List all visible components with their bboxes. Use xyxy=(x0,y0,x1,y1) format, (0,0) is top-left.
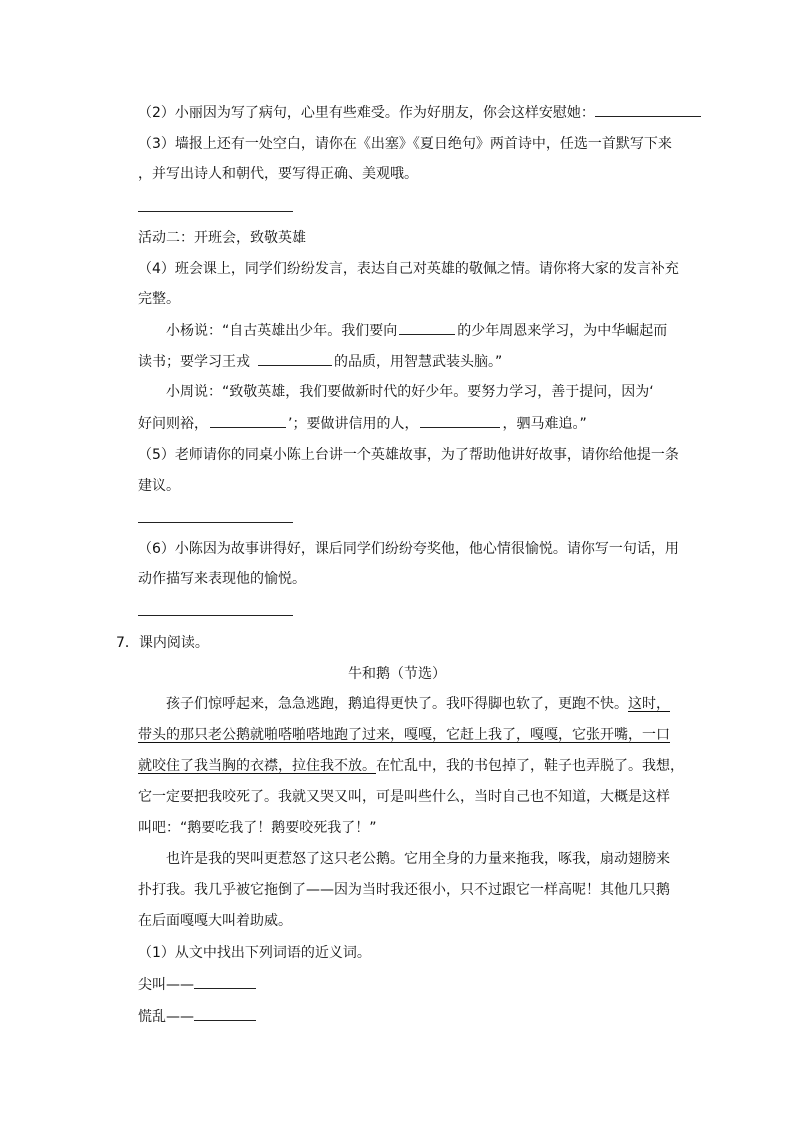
question-4-line-1: （4）班会课上，同学们纷纷发言，表达自己对英雄的敬佩之情。请你将大家的发言补充 xyxy=(138,261,679,277)
synonym-item-1: 尖叫—— xyxy=(138,974,256,995)
answer-line-q5[interactable] xyxy=(138,522,293,523)
xiaoyang-line-1: 小杨说：“自古英雄出少年。我们要向 的少年周恩来学习，为中华崛起而 xyxy=(166,320,667,341)
answer-blank[interactable] xyxy=(210,413,286,428)
xiaoyang-line-2: 读书；要学习王戎 的品质，用智慧武装头脑。” xyxy=(138,351,502,372)
answer-blank[interactable] xyxy=(258,351,332,366)
question-6-line-1: （6）小陈因为故事讲得好，课后同学们纷纷夸奖他，他心情很愉悦。请你写一句话，用 xyxy=(138,541,679,557)
answer-blank[interactable] xyxy=(194,974,256,989)
question-7-sub-1: （1）从文中找出下列词语的近义词。 xyxy=(138,945,371,961)
question-5-line-1: （5）老师请你的同桌小陈上台讲一个英雄故事，为了帮助他讲好故事，请你给他提一条 xyxy=(138,447,679,463)
question-7-header: 7．课内阅读。 xyxy=(116,635,209,651)
activity-2-heading: 活动二：开班会，致敬英雄 xyxy=(138,230,306,246)
answer-blank[interactable] xyxy=(194,1006,256,1021)
passage-p1-line-4: 它一定要把我咬死了。我就又哭又叫，可是叫些什么，当时自己也不知道，大概是这样 xyxy=(138,789,670,805)
answer-blank[interactable] xyxy=(595,102,701,117)
answer-line-q6[interactable] xyxy=(138,615,293,616)
synonym-item-2: 慌乱—— xyxy=(138,1006,256,1027)
passage-p2-line-1: 也许是我的哭叫更惹怒了这只老公鹅。它用全身的力量来拖我，啄我，扇动翅膀来 xyxy=(166,851,670,867)
answer-blank[interactable] xyxy=(420,413,500,428)
question-5-line-2: 建议。 xyxy=(138,478,180,494)
answer-blank[interactable] xyxy=(399,320,455,335)
question-3-line-2: ，并写出诗人和朝代，要写得正确、美观哦。 xyxy=(138,166,418,182)
question-3-line-1: （3）墙报上还有一处空白，请你在《出塞》《夏日绝句》两首诗中，任选一首默写下来 xyxy=(138,136,672,152)
question-6-line-2: 动作描写来表现他的愉悦。 xyxy=(138,571,306,587)
passage-p1-line-5: 叫吧：“鹅要吃我了！鹅要咬死我了！” xyxy=(138,820,377,836)
answer-line-q3[interactable] xyxy=(138,211,293,212)
question-2: （2）小丽因为写了病句，心里有些难受。作为好朋友，你会这样安慰她： xyxy=(138,102,701,123)
passage-title: 牛和鹅（节选） xyxy=(348,666,446,682)
xiaozhou-line-1: 小周说：“致敬英雄，我们要做新时代的好少年。要努力学习，善于提问，因为‘ xyxy=(166,384,654,400)
passage-p2-line-2: 扑打我。我几乎被它拖倒了——因为当时我还很小，只不过跟它一样高呢！其他几只鹅 xyxy=(138,882,670,898)
passage-p1-line-3: 就咬住了我当胸的衣襟，拉住我不放。在忙乱中，我的书包掉了，鞋子也弄脱了。我想， xyxy=(138,758,684,774)
passage-p2-line-3: 在后面嘎嘎大叫着助威。 xyxy=(138,913,292,929)
question-4-line-2: 完整。 xyxy=(138,291,180,307)
passage-p1-line-2: 带头的那只老公鹅就啪嗒啪嗒地跑了过来，嘎嘎，它赶上我了，嘎嘎，它张开嘴，一口 xyxy=(138,727,670,743)
passage-p1-line-1: 孩子们惊呼起来，急急逃跑，鹅追得更快了。我吓得脚也软了，更跑不快。这时， xyxy=(166,696,670,712)
xiaozhou-line-2: 好问则裕， ’；要做讲信用的人， ，驷马难追。” xyxy=(138,413,587,434)
